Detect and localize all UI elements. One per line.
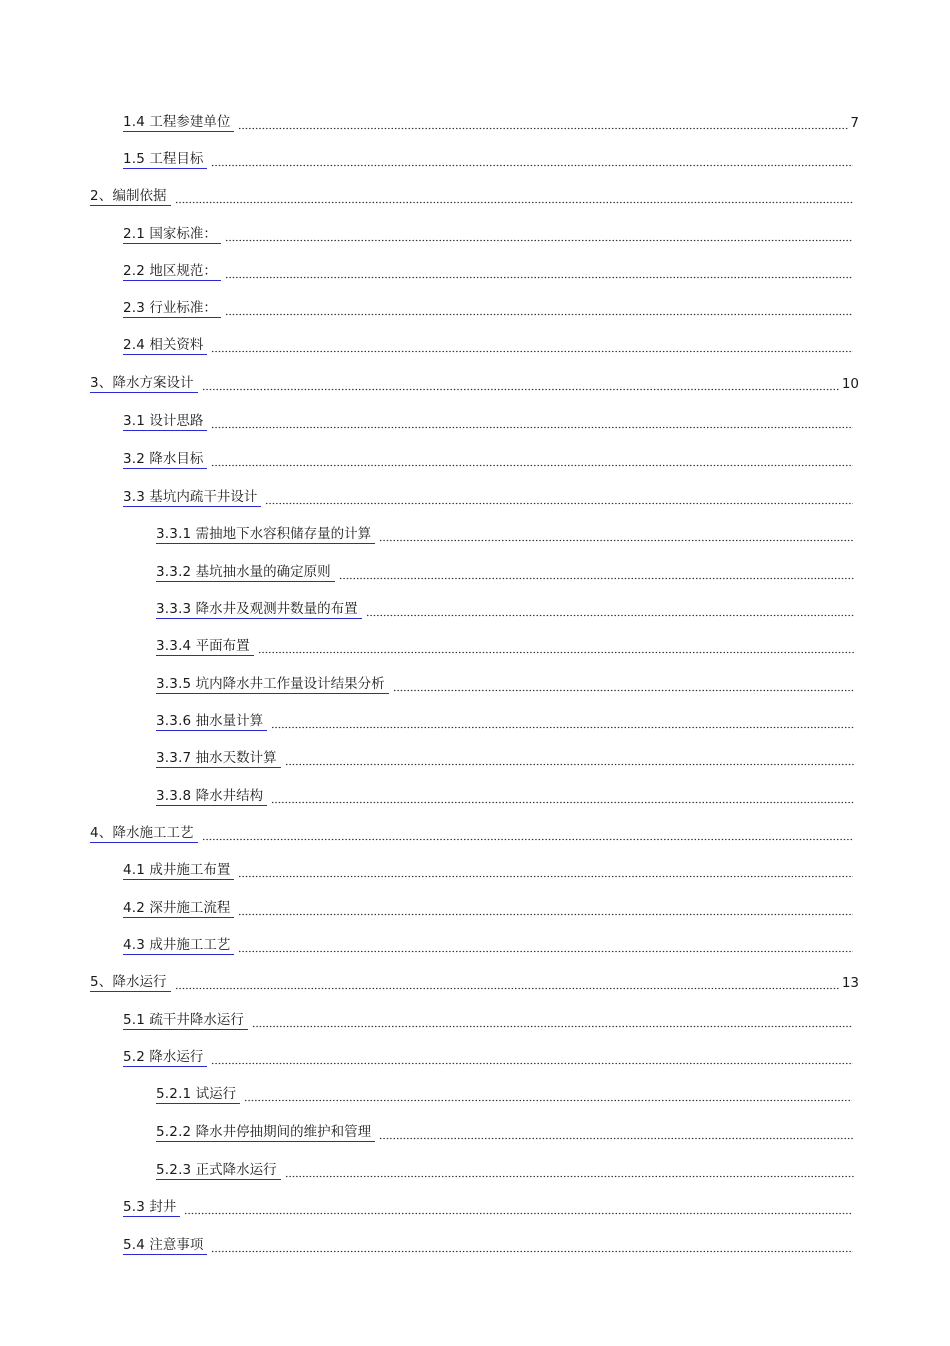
toc-entry-3-3-2[interactable] xyxy=(156,562,856,582)
toc-entry-title: 基坑抽水量的确定原则 xyxy=(195,564,331,580)
dot-leader xyxy=(366,613,854,617)
toc-entry-page: 7 xyxy=(850,115,859,131)
dot-leader xyxy=(175,986,840,990)
toc-entry-4[interactable] xyxy=(90,823,855,843)
dot-leader xyxy=(379,538,854,542)
toc-entry-label xyxy=(123,862,234,880)
toc-entry-number: 5.2.3 xyxy=(156,1162,192,1178)
toc-entry-number: 3.3.8 xyxy=(156,788,192,804)
dot-leader xyxy=(211,425,853,429)
dot-leader xyxy=(271,800,854,804)
toc-entry-title: 深井施工流程 xyxy=(149,900,231,916)
toc-entry-label xyxy=(90,188,171,206)
toc-entry-4-1[interactable] xyxy=(123,860,855,880)
toc-entry-5-3[interactable] xyxy=(123,1197,854,1217)
toc-entry-number: 3.3 xyxy=(123,489,146,505)
toc-entry-label xyxy=(156,1086,240,1104)
toc-entry-label xyxy=(156,601,362,619)
toc-entry-number: 2.3 xyxy=(123,300,146,316)
toc-entry-label xyxy=(123,1012,248,1030)
toc-entry-title: 疏干井降水运行 xyxy=(149,1012,244,1028)
toc-entry-4-3[interactable] xyxy=(123,935,855,955)
toc-entry-2[interactable] xyxy=(90,186,855,206)
toc-entry-number: 2.4 xyxy=(123,337,146,353)
toc-entry-3-3-4[interactable] xyxy=(156,636,856,656)
toc-entry-title: 设计思路 xyxy=(149,413,204,429)
dot-leader xyxy=(285,1174,854,1178)
dot-leader xyxy=(258,650,854,654)
toc-entry-number: 2、 xyxy=(90,188,113,204)
dot-leader xyxy=(225,312,853,316)
dot-leader xyxy=(285,762,854,766)
toc-entry-title: 地区规范： xyxy=(149,263,217,279)
toc-entry-title: 成井施工布置 xyxy=(149,862,231,878)
toc-entry-label xyxy=(156,638,254,656)
toc-entry-label xyxy=(90,375,198,393)
toc-entry-3-3-7[interactable] xyxy=(156,748,856,768)
toc-entry-label xyxy=(123,1237,207,1255)
toc-entry-page: 10 xyxy=(841,376,859,392)
toc-entry-page: 13 xyxy=(841,975,859,991)
dot-leader xyxy=(211,1249,853,1253)
toc-entry-number: 3.3.5 xyxy=(156,676,192,692)
toc-entry-5-2-3[interactable] xyxy=(156,1160,856,1180)
toc-entry-title: 相关资料 xyxy=(149,337,204,353)
toc-entry-title: 降水目标 xyxy=(149,451,204,467)
toc-entry-2-2[interactable] xyxy=(123,261,855,281)
toc-entry-label xyxy=(90,974,171,992)
toc-entry-label xyxy=(123,300,221,318)
dot-leader xyxy=(238,912,853,916)
toc-entry-title: 编制依据 xyxy=(112,188,167,204)
dot-leader xyxy=(184,1211,852,1215)
dot-leader xyxy=(211,349,853,353)
toc-entry-title: 降水方案设计 xyxy=(112,375,194,391)
dot-leader xyxy=(211,1061,853,1065)
toc-entry-title: 需抽地下水容积储存量的计算 xyxy=(195,526,372,542)
toc-entry-number: 4.2 xyxy=(123,900,146,916)
toc-entry-label xyxy=(156,713,267,731)
toc-entry-number: 4.1 xyxy=(123,862,146,878)
toc-entry-label xyxy=(123,451,207,469)
toc-entry-label xyxy=(123,1049,207,1067)
toc-entry-number: 1.4 xyxy=(123,114,146,130)
toc-entry-number: 3.3.3 xyxy=(156,601,192,617)
toc-entry-1-5[interactable] xyxy=(123,149,855,169)
toc-entry-title: 抽水量计算 xyxy=(195,713,264,729)
toc-entry-title: 注意事项 xyxy=(149,1237,204,1253)
toc-entry-number: 5.1 xyxy=(123,1012,146,1028)
toc-entry-3-3-5[interactable] xyxy=(156,674,856,694)
toc-entry-title: 工程目标 xyxy=(149,151,204,167)
toc-entry-label xyxy=(123,937,234,955)
toc-entry-title: 平面布置 xyxy=(195,638,250,654)
dot-leader xyxy=(238,126,848,130)
toc-entry-3-3-6[interactable] xyxy=(156,711,856,731)
toc-entry-3[interactable] xyxy=(90,373,859,393)
dot-leader xyxy=(339,576,854,580)
toc-entry-title: 成井施工工艺 xyxy=(149,937,231,953)
toc-entry-5-2[interactable] xyxy=(123,1047,855,1067)
toc-entry-2-4[interactable] xyxy=(123,335,855,355)
dot-leader xyxy=(202,837,854,841)
toc-entry-title: 正式降水运行 xyxy=(195,1162,277,1178)
toc-entry-title: 降水井停抽期间的维护和管理 xyxy=(195,1124,372,1140)
toc-entry-label xyxy=(156,788,267,806)
dot-leader xyxy=(238,874,853,878)
toc-entry-label xyxy=(123,226,221,244)
dot-leader xyxy=(252,1024,853,1028)
dot-leader xyxy=(271,725,854,729)
toc-entry-title: 封井 xyxy=(149,1199,177,1215)
toc-entry-number: 3.3.6 xyxy=(156,713,192,729)
toc-entry-1-4[interactable] xyxy=(123,112,859,132)
toc-entry-label xyxy=(123,151,207,169)
toc-entry-title: 降水井结构 xyxy=(195,788,264,804)
toc-entry-title: 降水运行 xyxy=(149,1049,204,1065)
toc-entry-number: 4.3 xyxy=(123,937,146,953)
toc-entry-5-4[interactable] xyxy=(123,1235,855,1255)
toc-entry-number: 5.4 xyxy=(123,1237,146,1253)
toc-entry-5-1[interactable] xyxy=(123,1010,855,1030)
toc-entry-label xyxy=(156,1124,375,1142)
toc-entry-3-3-3[interactable] xyxy=(156,599,856,619)
toc-entry-title: 降水施工工艺 xyxy=(112,825,194,841)
toc-entry-title: 降水井及观测井数量的布置 xyxy=(195,601,358,617)
dot-leader xyxy=(202,387,840,391)
toc-entry-number: 1.5 xyxy=(123,151,146,167)
toc-entry-number: 5.2.1 xyxy=(156,1086,192,1102)
toc-entry-number: 3.3.2 xyxy=(156,564,192,580)
toc-entry-title: 坑内降水井工作量设计结果分析 xyxy=(195,676,385,692)
toc-entry-label xyxy=(156,750,281,768)
toc-entry-3-2[interactable] xyxy=(123,449,855,469)
toc-entry-number: 2.1 xyxy=(123,226,146,242)
dot-leader xyxy=(225,238,853,242)
toc-entry-label xyxy=(156,1162,281,1180)
toc-entry-3-3-1[interactable] xyxy=(156,524,856,544)
toc-entry-3-3-8[interactable] xyxy=(156,786,856,806)
toc-entry-label xyxy=(156,676,389,694)
toc-entry-label xyxy=(123,114,234,132)
dot-leader xyxy=(379,1136,854,1140)
toc-entry-2-3[interactable] xyxy=(123,298,855,318)
toc-entry-label xyxy=(123,900,234,918)
toc-entry-number: 3.3.4 xyxy=(156,638,192,654)
toc-entry-3-3[interactable] xyxy=(123,487,855,507)
dot-leader xyxy=(244,1098,852,1102)
toc-entry-title: 基坑内疏干井设计 xyxy=(149,489,258,505)
toc-entry-number: 3.3.7 xyxy=(156,750,192,766)
toc-entry-number: 3、 xyxy=(90,375,113,391)
toc-entry-number: 3.2 xyxy=(123,451,146,467)
toc-entry-label xyxy=(123,413,207,431)
dot-leader xyxy=(211,463,853,467)
dot-leader xyxy=(225,275,853,279)
dot-leader xyxy=(175,200,854,204)
toc-entry-number: 2.2 xyxy=(123,263,146,279)
toc-entry-5-2-2[interactable] xyxy=(156,1122,856,1142)
toc-entry-label xyxy=(123,337,207,355)
toc-entry-number: 5.3 xyxy=(123,1199,146,1215)
toc-entry-number: 4、 xyxy=(90,825,113,841)
toc-entry-label xyxy=(123,263,221,281)
dot-leader xyxy=(238,949,853,953)
toc-entry-title: 行业标准： xyxy=(149,300,217,316)
toc-entry-number: 3.3.1 xyxy=(156,526,192,542)
toc-entry-title: 降水运行 xyxy=(112,974,167,990)
toc-entry-number: 5、 xyxy=(90,974,113,990)
toc-entry-number: 5.2.2 xyxy=(156,1124,192,1140)
dot-leader xyxy=(211,163,853,167)
toc-entry-4-2[interactable] xyxy=(123,898,855,918)
toc-entry-number: 5.2 xyxy=(123,1049,146,1065)
toc-entry-number: 3.1 xyxy=(123,413,146,429)
toc-entry-label xyxy=(90,825,198,843)
toc-entry-label xyxy=(123,1199,180,1217)
toc-entry-5[interactable] xyxy=(90,972,859,992)
toc-entry-title: 工程参建单位 xyxy=(149,114,231,130)
toc-entry-label xyxy=(123,489,261,507)
dot-leader xyxy=(265,501,853,505)
dot-leader xyxy=(393,688,854,692)
toc-entry-label xyxy=(156,526,375,544)
toc-entry-label xyxy=(156,564,335,582)
toc-entry-5-2-1[interactable] xyxy=(156,1084,854,1104)
toc-entry-3-1[interactable] xyxy=(123,411,855,431)
toc-entry-title: 抽水天数计算 xyxy=(195,750,277,766)
toc-entry-title: 试运行 xyxy=(195,1086,237,1102)
toc-entry-2-1[interactable] xyxy=(123,224,855,244)
toc-entry-title: 国家标准： xyxy=(149,226,217,242)
